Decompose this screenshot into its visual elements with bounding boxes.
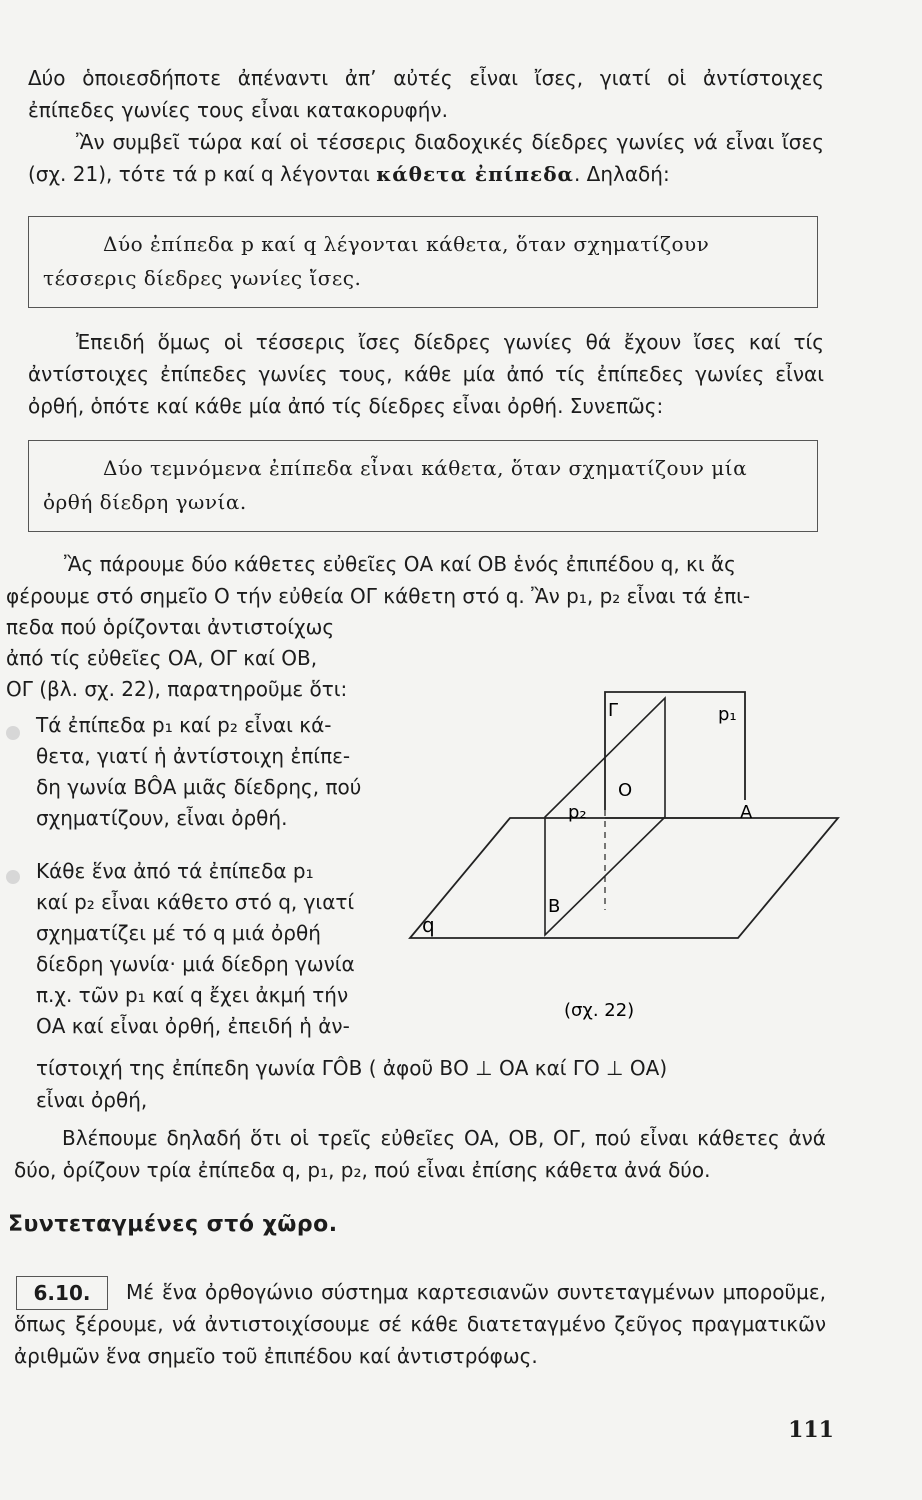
figure-22-diagram — [400, 680, 840, 1020]
label-q: q — [422, 913, 435, 937]
bullet-line: σχηματίζουν, εἶναι ὀρθή. — [36, 806, 288, 830]
figure-caption: (σχ. 22) — [564, 1000, 635, 1020]
bullet-line: Κάθε ἕνα ἀπό τά ἐπίπεδα p₁ — [36, 859, 314, 883]
label-p2: p₂ — [568, 802, 587, 823]
bullet-line: π.χ. τῶν p₁ καί q ἔχει ἀκμή τήν — [36, 983, 349, 1007]
definition-box-2 — [28, 440, 818, 532]
paragraph-three-planes — [14, 1122, 826, 1186]
bullet-line: ΟΑ καί εἶναι ὀρθή, ἐπειδή ἡ ἀν- — [36, 1014, 350, 1038]
bullet-line: Τά ἐπίπεδα p₁ καί p₂ εἶναι κά- — [36, 713, 332, 737]
definition-text: Δύο τεμνόμενα ἐπίπεδα εἶναι κάθετα, ὅταν σχηματίζουν μία ὀρθή δίεδρη γωνία. — [43, 456, 748, 514]
paragraph-text: . Δηλαδή: — [573, 162, 670, 186]
label-o: Ο — [618, 780, 633, 801]
bullet-item-2-continued — [36, 1052, 826, 1116]
bold-term: κάθετα ἐπίπεδα — [376, 162, 574, 186]
bullet-item-2 — [36, 856, 396, 1042]
definition-text: Δύο ἐπίπεδα p καί q λέγονται κάθετα, ὅταν σχηματίζουν τέσσερις δίεδρες γωνίες ἴσες. — [43, 232, 710, 290]
section-number: 6.10. — [16, 1276, 108, 1310]
paragraph-perpendicular-def — [28, 126, 824, 190]
paragraph-line: ἀπό τίς εὐθεῖες ΟΑ, ΟΓ καί ΟΒ, — [6, 646, 318, 670]
paragraph-text: Βλέπουμε δηλαδή ὅτι οἱ τρεῖς εὐθεῖες ΟΑ, ΟΒ, ΟΓ, πού εἶναι κάθετες ἀνά δύο, ὁρίζουν τρία ἐπίπεδα q, p₁, p₂, πού εἶναι ἐπίσης κάθετα ἀνά δύο. — [14, 1126, 826, 1182]
bullet-line: τίστοιχή της ἐπίπεδη γωνία ΓÔΒ ( ἀφοῦ ΒΟ ⊥ ΟΑ καί ΓΟ ⊥ ΟΑ) — [36, 1056, 668, 1080]
bullet-line: δη γωνία ΒÔΑ μιᾶς δίεδρης, πού — [36, 775, 362, 799]
paragraph-planes-defined — [6, 612, 366, 705]
paragraph-text: Ἂν συμβεῖ τώρα καί οἱ τέσσερις διαδοχικές δίεδρες γωνίες νά εἶναι ἴσες (σχ. 21), τότε τά p καί q λέγονται — [28, 130, 824, 186]
bullet-item-1 — [36, 710, 396, 834]
paragraph-line: Ἂς πάρουμε δύο κάθετες εὐθεῖες ΟΑ καί ΟΒ ἑνός ἐπιπέδου q, κι ἄς — [64, 552, 736, 576]
label-gamma: Γ — [608, 700, 619, 721]
page-number: 111 — [788, 1417, 834, 1443]
bullet-line: θετα, γιατί ἡ ἀντίστοιχη ἐπίπε- — [36, 744, 351, 768]
bullet-line: εἶναι ὀρθή, — [36, 1088, 148, 1112]
paragraph-right-angles — [28, 326, 824, 422]
bullet-line: καί p₂ εἶναι κάθετο στό q, γιατί — [36, 890, 355, 914]
paragraph-line: ΟΓ (βλ. σχ. 22), παρατηροῦμε ὅτι: — [6, 677, 348, 701]
paragraph-line: πεδα πού ὁρίζονται ἀντιστοίχως — [6, 615, 335, 639]
bullet-dot-icon — [6, 870, 20, 884]
bullet-dot-icon — [6, 726, 20, 740]
section-paragraph — [14, 1276, 826, 1372]
definition-box-1 — [28, 216, 818, 308]
bullet-line: δίεδρη γωνία· μιά δίεδρη γωνία — [36, 952, 355, 976]
label-a: Α — [740, 802, 753, 823]
paragraph-text: Δύο ὁποιεσδήποτε ἀπέναντι ἀπ’ αὐτές εἶναι ἴσες, γιατί οἱ ἀντίστοιχες ἐπίπεδες γωνίες τους εἶναι κατακορυφήν. — [28, 66, 824, 122]
paragraph-text: Μέ ἕνα ὀρθογώνιο σύστημα καρτεσιανῶν συντεταγμένων μποροῦμε, ὅπως ξέρουμε, νά ἀντιστοιχίσουμε σέ κάθε διατεταγμένο ζεῦγος πραγματικῶν ἀριθμῶν ἕνα σημεῖο τοῦ ἐπιπέδου καί ἀντιστρόφως. — [14, 1280, 826, 1368]
paragraph-opposite-angles — [28, 62, 824, 126]
paragraph-text: Ἐπειδή ὅμως οἱ τέσσερις ἴσες δίεδρες γωνίες θά ἔχουν ἴσες καί τίς ἀντίστοιχες ἐπίπεδες γωνίες τους, κάθε μία ἀπό τίς ἐπίπεδες γωνίες εἶναι ὀρθή, ὁπότε καί κάθε μία ἀπό τίς δίεδρες εἶναι ὀρθή. Συνεπῶς: — [28, 330, 824, 418]
label-p1: p₁ — [718, 704, 737, 725]
paragraph-line: φέρουμε στό σημεῖο Ο τήν εὐθεία ΟΓ κάθετη στό q. Ἂν p₁, p₂ εἶναι τά ἐπι- — [6, 584, 751, 608]
section-heading: Συντεταγμένες στό χῶρο. — [8, 1212, 338, 1237]
label-b: Β — [548, 896, 561, 917]
bullet-line: σχηματίζει μέ τό q μιά ὀρθή — [36, 921, 321, 945]
paragraph-lines-setup — [6, 548, 828, 612]
plane-q-outline — [410, 818, 838, 938]
